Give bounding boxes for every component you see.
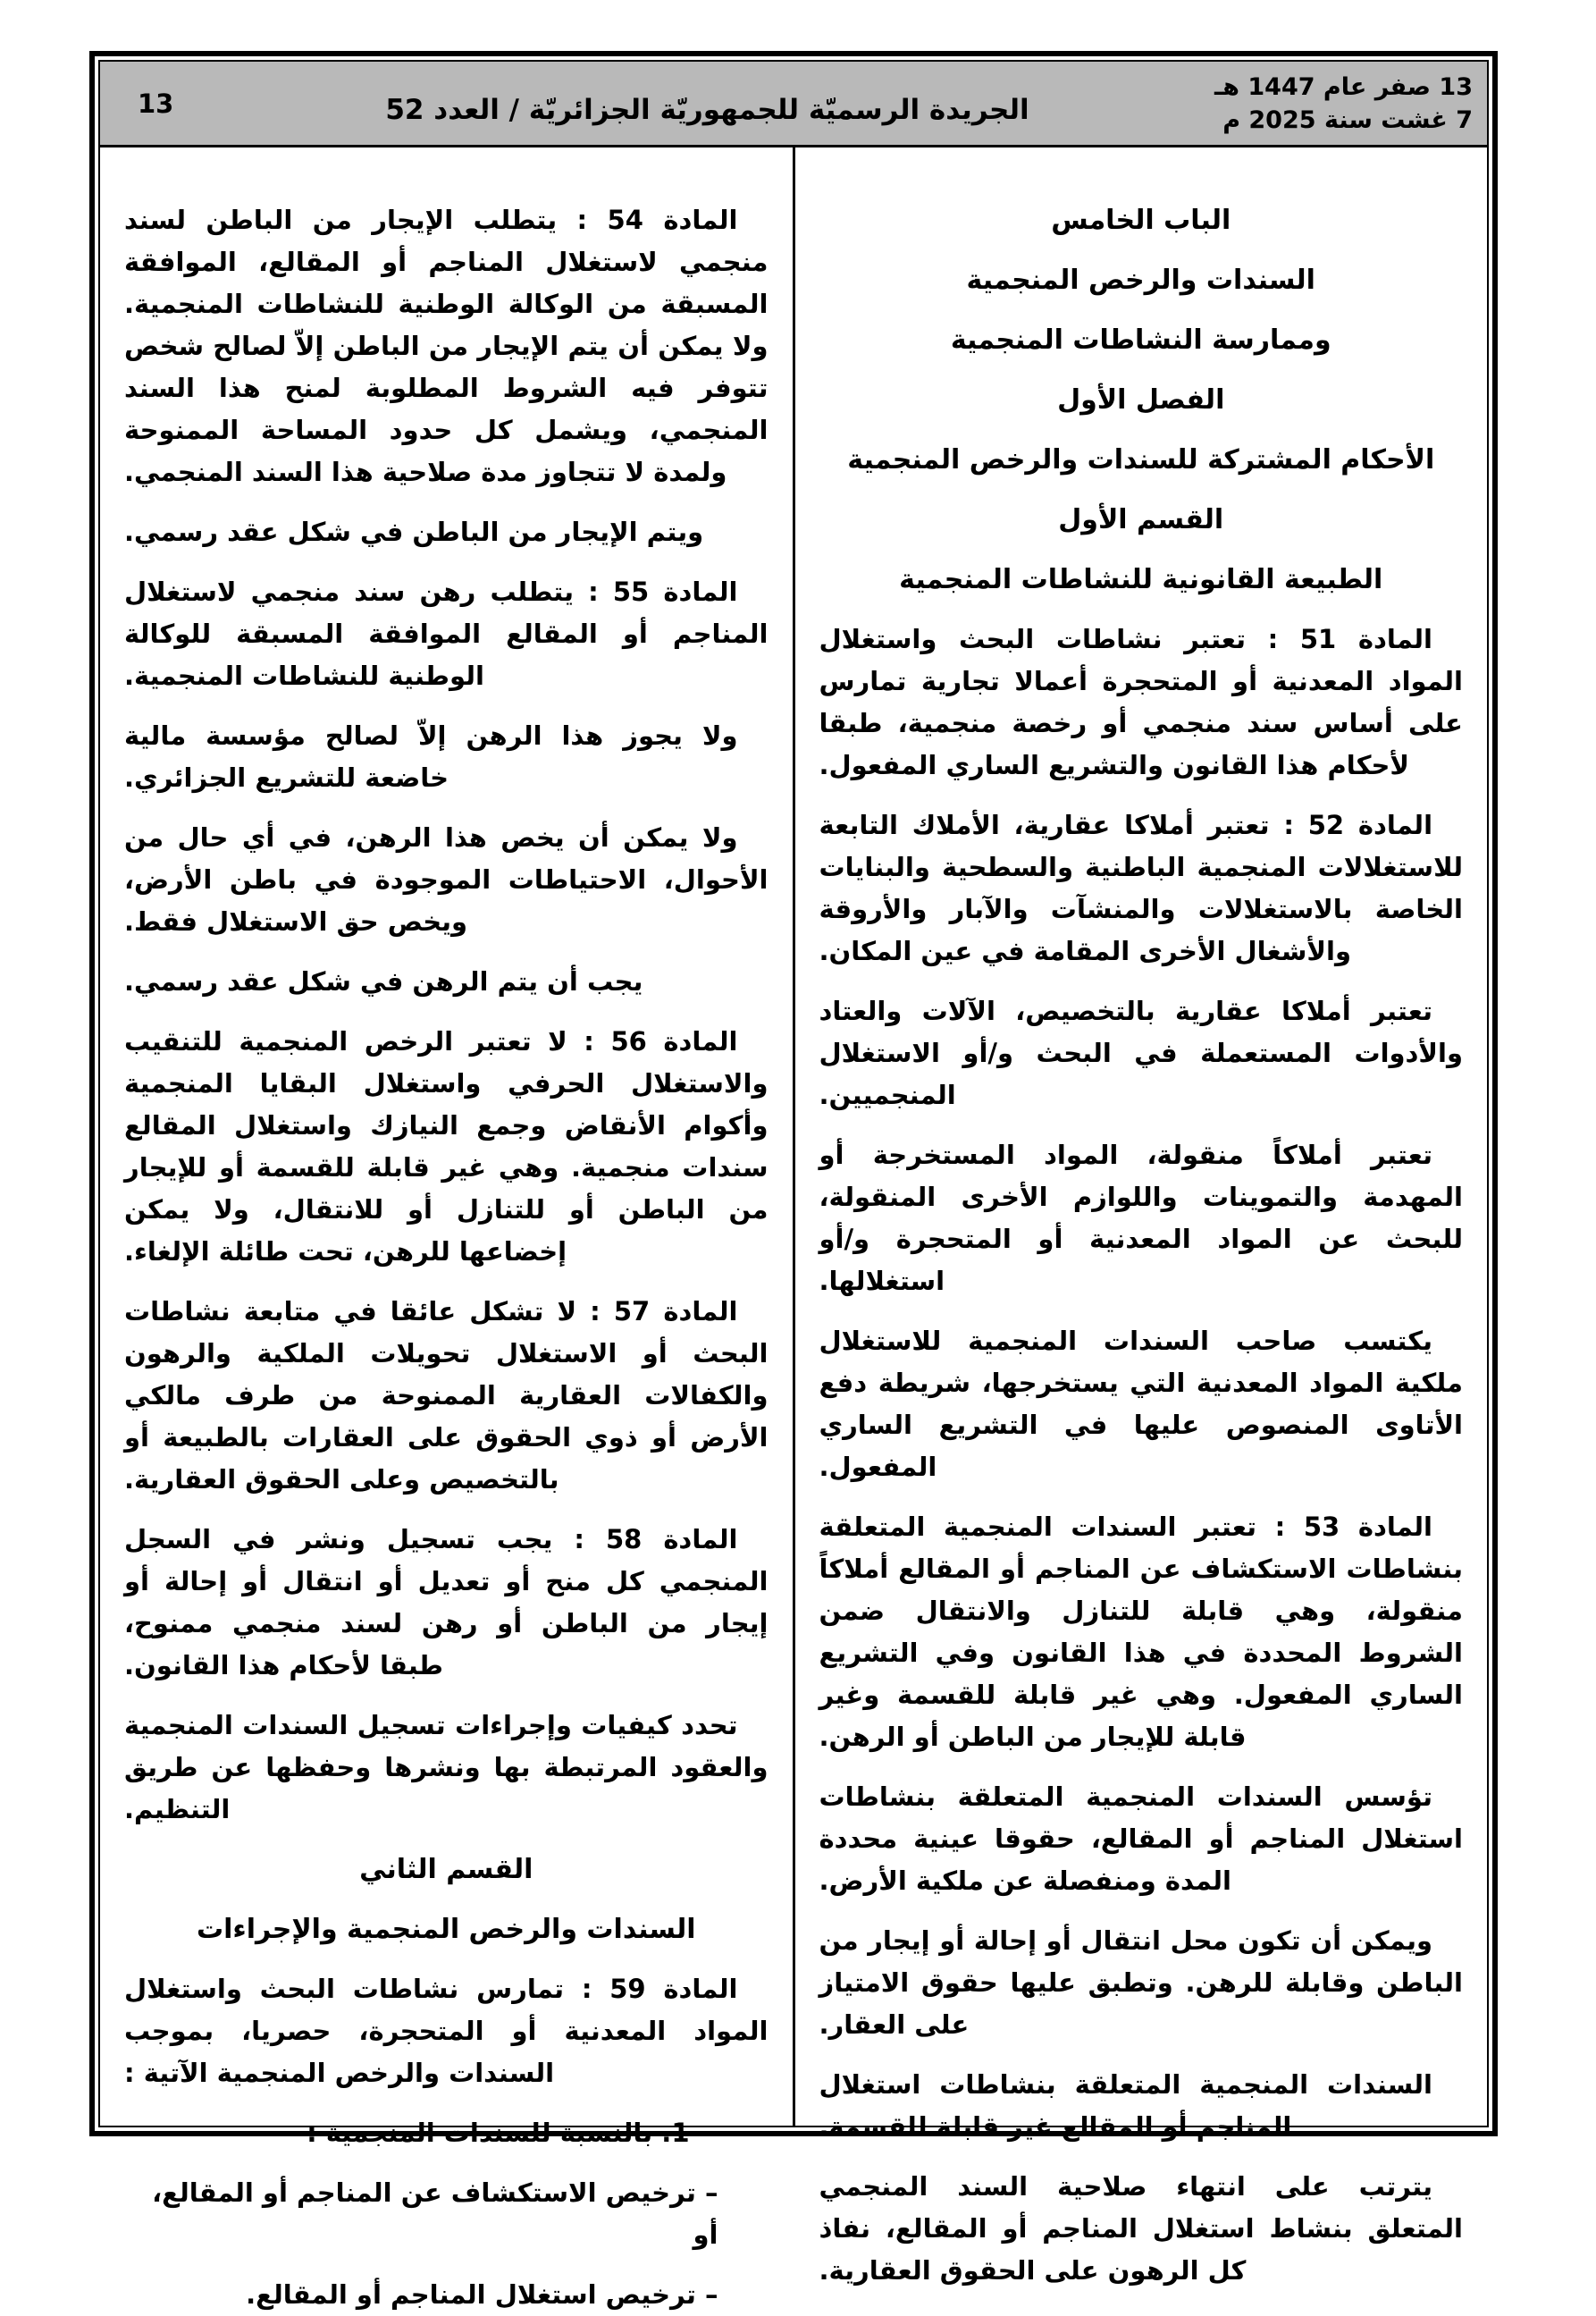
- heading-section-2: القسم الثاني: [359, 1854, 533, 1885]
- gazette-page: [89, 51, 1498, 2310]
- article-57-text: لا تشكل عائقا في متابعة نشاطات البحث أو الاستغلال تحويلات الملكية والرهون والكفالات العقارية الممنوحة من طرف مالكي الأرض أو ذوي الحقوق على العقارات بالطبيعة أو بالتخصيص وعلى الحقوق العقارية.: [124, 1296, 769, 1495]
- heading-section-1: القسم الأول: [1058, 504, 1224, 535]
- paragraph-article-52: [819, 804, 1464, 973]
- paragraph-article-55-al2: [124, 715, 769, 799]
- column-right: [793, 147, 1488, 2286]
- page-outer-frame: [89, 51, 1498, 2310]
- article-55-label: المادة 55 :: [574, 577, 738, 607]
- paragraph-article-58-al2: [124, 1705, 769, 1831]
- article-58-label: المادة 58 :: [552, 1524, 738, 1554]
- article-52-text: تعتبر أملاكا عقارية، الأملاك التابعة للاستغلالات المنجمية الباطنية والسطحية والبنايات الخاصة بالاستغلالات والمنشآت والآبار والأروقة والأشغال الأخرى المقامة في عين المكان.: [819, 810, 1463, 966]
- paragraph-article-53: [819, 1506, 1464, 1758]
- paragraph-article-54-al2: [124, 511, 769, 553]
- article-53-al3-text: ويمكن أن تكون محل انتقال أو إحالة أو إيجار من الباطن وقابلة للرهن. وتطبق عليها حقوق الامتياز على العقار.: [819, 1925, 1463, 2040]
- paragraph-article-58: [124, 1519, 769, 1687]
- article-53-label: المادة 53 :: [1256, 1512, 1432, 1542]
- article-53-al2-text: تؤسس السندات المنجمية المتعلقة بنشاطات استغلال المناجم أو المقالع، حقوقا عينية محددة المدة ومنفصلة عن ملكية الأرض.: [819, 1781, 1463, 1896]
- heading-section-2-subject: السندات والرخص المنجمية والإجراءات: [196, 1914, 696, 1945]
- article-58-text: يجب تسجيل ونشر في السجل المنجمي كل منح أو تعديل أو انتقال أو إحالة أو إيجار من الباطن أو رهن لسند منجمي ممنوح، طبقا لأحكام هذا القانون.: [124, 1524, 769, 1680]
- heading-chapter-1: الفصل الأول: [1057, 384, 1225, 416]
- article-56-text: لا تعتبر الرخص المنجمية للتنقيب والاستغلال الحرفي واستغلال البقايا المنجمية وأكوام الأنقاض وجمع النيازك واستغلال المقالع سندات منجمية. وهي غير قابلة للقسمة أو للإيجار من الباطن أو للتنازل أو للانتقال، ولا يمكن إخضاعها للرهن، تحت طائلة الإلغاء.: [124, 1026, 769, 1267]
- column-left: [100, 147, 793, 2310]
- article-52-label: المادة 52 :: [1269, 810, 1433, 840]
- paragraph-article-55: [124, 571, 769, 697]
- article-51-text: تعتبر نشاطات البحث واستغلال المواد المعدنية أو المتحجرة أعمالا تجارية تمارس على أساس سند منجمي أو رخصة منجمية، طبقا لأحكام هذا القانون والتشريع الساري المفعول.: [819, 624, 1463, 780]
- paragraph-article-59: [124, 1968, 769, 2094]
- heading-section-1-subject: الطبيعة القانونية للنشاطات المنجمية: [899, 564, 1383, 595]
- article-56-label: المادة 56 :: [567, 1026, 738, 1057]
- masthead: [100, 62, 1487, 147]
- heading-part-5-subject-1: السندات والرخص المنجمية: [966, 265, 1315, 296]
- hijri-date: 13 صفر عام 1447 هـ: [1214, 72, 1473, 101]
- paragraph-article-53-al5: [819, 2166, 1464, 2292]
- list-title-mining-titles: 1. بالنسبة للسندات المنجمية :: [307, 2118, 690, 2148]
- article-52-al2-text: تعتبر أملاكا عقارية بالتخصيص، الآلات والعتاد والأدوات المستعملة في البحث و/أو الاستغلال المنجميين.: [819, 996, 1463, 1110]
- issue-dates: [1214, 71, 1473, 137]
- article-53-text: تعتبر السندات المنجمية المتعلقة بنشاطات الاستكشاف عن المناجم أو المقالع أملاكاً منقولة، وهي قابلة للتنازل والانتقال ضمن الشروط المحددة في هذا القانون وفي التشريع الساري المفعول. وهي غير قابلة للقسمة وغير قابلة للإيجار من الباطن أو الرهن.: [819, 1512, 1463, 1752]
- page-number: 13: [138, 88, 174, 119]
- article-59-label: المادة 59 :: [564, 1974, 738, 2004]
- heading-part-5: الباب الخامس: [1051, 205, 1231, 236]
- paragraph-article-52-al2: [819, 990, 1464, 1116]
- journal-title: الجريدة الرسميّة للجمهوريّة الجزائريّة / العدد 52: [385, 93, 1029, 126]
- paragraph-article-57: [124, 1291, 769, 1501]
- paragraph-article-55-al4: [124, 961, 769, 1003]
- list-item-exploitation-license: – ترخيص استغلال المناجم أو المقالع.: [246, 2279, 718, 2310]
- article-58-al2-text: تحدد كيفيات وإجراءات تسجيل السندات المنجمية والعقود المرتبطة بها ونشرها وحفظها عن طريق التنظيم.: [124, 1710, 769, 1824]
- page-inner-frame: [98, 60, 1489, 2310]
- gregorian-date: 7 غشت سنة 2025 م: [1222, 105, 1473, 134]
- article-53-al4-text: السندات المنجمية المتعلقة بنشاطات استغلال المناجم أو المقالع غير قابلة للقسمة.: [819, 2069, 1432, 2142]
- article-54-al2-text: ويتم الإيجار من الباطن في شكل عقد رسمي.: [124, 517, 704, 547]
- article-51-label: المادة 51 :: [1246, 624, 1432, 654]
- paragraph-article-53-al2: [819, 1776, 1464, 1902]
- paragraph-article-51: [819, 619, 1464, 787]
- page-content: [100, 147, 1487, 2310]
- paragraph-article-52-al3: [819, 1134, 1464, 1302]
- heading-part-5-subject-2: وممارسة النشاطات المنجمية: [950, 324, 1331, 356]
- article-54-text: يتطلب الإيجار من الباطن لسند منجمي لاستغلال المناجم أو المقالع، الموافقة المسبقة من الوكالة الوطنية للنشاطات المنجمية. ولا يمكن أن يتم الإيجار من الباطن إلاّ لصالح شخص تتوفر فيه الشروط المطلوبة لمنح هذا السند المنجمي، ويشمل كل حدود المساحة الممنوحة ولمدة لا تتجاوز مدة صلاحية هذا السند المنجمي.: [124, 205, 769, 487]
- paragraph-article-52-al4: [819, 1320, 1464, 1488]
- article-55-al2-text: ولا يجوز هذا الرهن إلاّ لصالح مؤسسة مالية خاضعة للتشريع الجزائري.: [124, 720, 738, 793]
- article-52-al4-text: يكتسب صاحب السندات المنجمية للاستغلال ملكية المواد المعدنية التي يستخرجها، شريطة دفع الأتاوى المنصوص عليها في التشريع الساري المفعول.: [819, 1326, 1463, 1482]
- paragraph-article-55-al3: [124, 817, 769, 943]
- article-53-al5-text: يترتب على انتهاء صلاحية السند المنجمي المتعلق بنشاط استغلال المناجم أو المقالع، نفاذ كل الرهون على الحقوق العقارية.: [819, 2171, 1463, 2286]
- article-55-al3-text: ولا يمكن أن يخص هذا الرهن، في أي حال من الأحوال، الاحتياطات الموجودة في باطن الأرض، ويخص حق الاستغلال فقط.: [124, 822, 769, 937]
- paragraph-article-54: [124, 199, 769, 493]
- list-item-exploration-license: – ترخيص الاستكشاف عن المناجم أو المقالع، أو: [152, 2177, 718, 2250]
- paragraph-article-56: [124, 1021, 769, 1273]
- article-52-al3-text: تعتبر أملاكاً منقولة، المواد المستخرجة أو المهدمة والتموينات واللوازم الأخرى المنقولة، للبحث عن المواد المعدنية أو المتحجرة و/أو استغلالها.: [819, 1140, 1463, 1296]
- article-55-text: يتطلب رهن سند منجمي لاستغلال المناجم أو المقالع الموافقة المسبقة للوكالة الوطنية للنشاطات المنجمية.: [124, 577, 769, 691]
- paragraph-article-53-al3: [819, 1920, 1464, 2046]
- heading-chapter-1-subject: الأحكام المشتركة للسندات والرخص المنجمية: [847, 444, 1435, 476]
- paragraph-article-53-al4: [819, 2064, 1464, 2148]
- article-55-al4-text: يجب أن يتم الرهن في شكل عقد رسمي.: [124, 966, 643, 997]
- article-57-label: المادة 57 :: [576, 1296, 738, 1326]
- article-59-text: تمارس نشاطات البحث واستغلال المواد المعدنية أو المتحجرة، حصريا، بموجب السندات والرخص المنجمية الآتية :: [124, 1974, 769, 2088]
- article-54-label: المادة 54 :: [557, 205, 738, 235]
